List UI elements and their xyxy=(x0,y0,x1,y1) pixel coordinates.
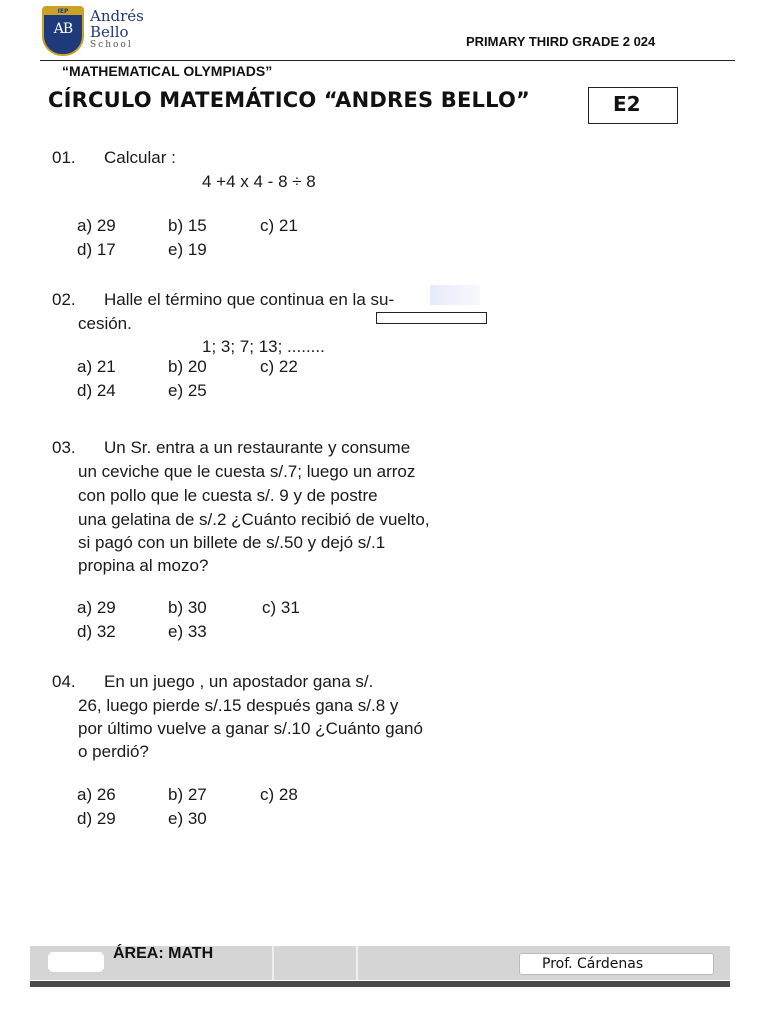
footer-divider xyxy=(356,946,358,980)
school-name-line1: Andrés xyxy=(90,7,144,25)
option-c: c) 31 xyxy=(262,598,300,617)
header-divider xyxy=(40,60,735,61)
question-expression: 4 +4 x 4 - 8 ÷ 8 xyxy=(202,172,316,191)
question-number: 01. xyxy=(52,148,76,167)
option-d: d) 32 xyxy=(77,622,116,641)
question-03 xyxy=(52,436,410,460)
option-a: a) 29 xyxy=(77,598,116,617)
question-number: 04. xyxy=(52,672,76,691)
option-b: b) 27 xyxy=(168,785,207,804)
option-c: c) 22 xyxy=(260,357,298,376)
faded-mark xyxy=(430,285,480,305)
school-name xyxy=(90,8,144,50)
question-text: Halle el término que continua en la su- xyxy=(104,290,395,309)
option-c: c) 28 xyxy=(260,785,298,804)
question-text: por último vuelve a ganar s/.10 ¿Cuánto ganó xyxy=(78,719,423,738)
option-e: e) 19 xyxy=(168,240,207,259)
question-text: con pollo que le cuesta s/. 9 y de postre xyxy=(78,486,378,505)
footer-blank-box xyxy=(48,952,104,972)
option-b: b) 20 xyxy=(168,357,207,376)
option-d: d) 29 xyxy=(77,809,116,828)
question-04 xyxy=(52,670,373,694)
school-logo xyxy=(42,6,84,56)
question-text: o perdió? xyxy=(78,742,149,761)
logo-monogram: AB xyxy=(53,21,73,37)
teacher-name: Prof. Cárdenas xyxy=(542,956,644,972)
question-01 xyxy=(52,146,176,170)
subtitle: “MATHEMATICAL OLYMPIADS” xyxy=(62,63,273,79)
footer-underline xyxy=(30,981,730,987)
logo-band: IEP xyxy=(44,8,82,15)
question-number: 02. xyxy=(52,290,76,309)
question-text: si pagó con un billete de s/.50 y dejó s/.1 xyxy=(78,533,386,552)
grade-label: PRIMARY THIRD GRADE 2 024 xyxy=(466,34,656,49)
question-02 xyxy=(52,288,394,312)
question-text: 26, luego pierde s/.15 después gana s/.8 y xyxy=(78,696,399,715)
question-text: una gelatina de s/.2 ¿Cuánto recibió de vuelto, xyxy=(78,510,430,529)
blank-box xyxy=(376,312,487,324)
question-number: 03. xyxy=(52,438,76,457)
option-e: e) 30 xyxy=(168,809,207,828)
subject-area: ÁREA: MATH xyxy=(113,945,214,962)
question-sequence: 1; 3; 7; 13; ........ xyxy=(202,337,325,356)
option-b: b) 30 xyxy=(168,598,207,617)
option-c: c) 21 xyxy=(260,216,298,235)
question-text: propina al mozo? xyxy=(78,556,209,575)
option-d: d) 24 xyxy=(77,381,116,400)
question-text: En un juego , un apostador gana s/. xyxy=(104,672,374,691)
option-e: e) 25 xyxy=(168,381,207,400)
question-text: cesión. xyxy=(78,314,132,333)
option-a: a) 21 xyxy=(77,357,116,376)
page-title: CÍRCULO MATEMÁTICO “ANDRES BELLO” xyxy=(48,88,531,112)
school-name-line3: School xyxy=(90,40,133,50)
question-text: un ceviche que le cuesta s/.7; luego un arroz xyxy=(78,462,416,481)
option-e: e) 33 xyxy=(168,622,207,641)
exam-code: E2 xyxy=(588,87,678,124)
school-name-line2: Bello xyxy=(90,23,129,41)
option-a: a) 29 xyxy=(77,216,116,235)
option-a: a) 26 xyxy=(77,785,116,804)
footer-divider xyxy=(272,946,274,980)
option-b: b) 15 xyxy=(168,216,207,235)
option-d: d) 17 xyxy=(77,240,116,259)
question-text: Un Sr. entra a un restaurante y consume xyxy=(104,438,411,457)
question-text: Calcular : xyxy=(104,148,176,167)
